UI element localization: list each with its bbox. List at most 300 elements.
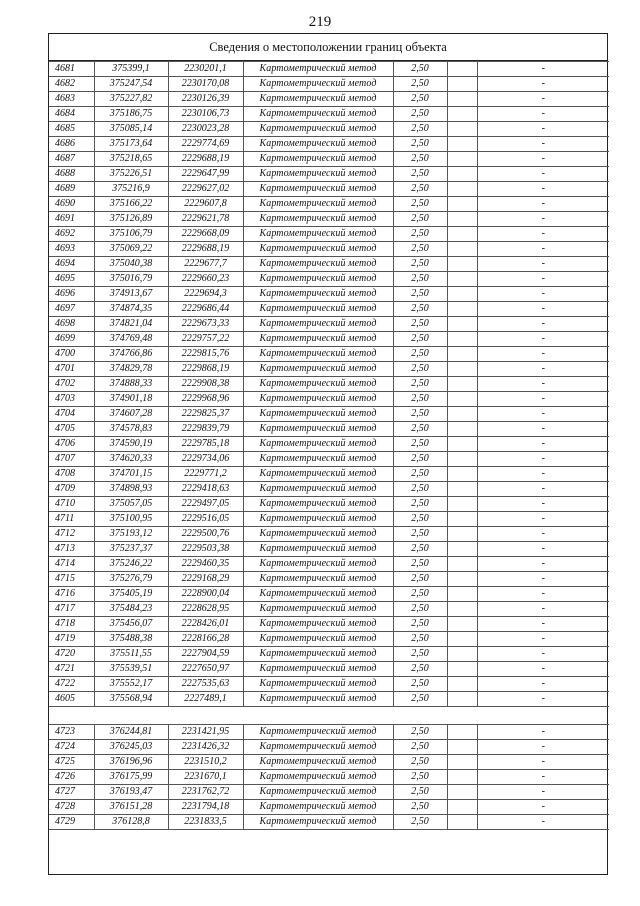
note-cell: - (477, 92, 609, 107)
point-number-cell: 4701 (49, 362, 94, 377)
empty-cell (447, 272, 477, 287)
note-cell: - (477, 302, 609, 317)
y-coordinate-cell: 2229815,76 (168, 347, 243, 362)
table-body-group-2 (49, 725, 609, 830)
method-cell: Картометрический метод (243, 257, 393, 272)
empty-cell (447, 632, 477, 647)
accuracy-cell: 2,50 (393, 182, 447, 197)
empty-cell (447, 800, 477, 815)
accuracy-cell: 2,50 (393, 815, 447, 830)
y-coordinate-cell: 2229500,76 (168, 527, 243, 542)
note-cell: - (477, 182, 609, 197)
note-cell: - (477, 800, 609, 815)
table-row (49, 542, 609, 557)
empty-cell (447, 602, 477, 617)
y-coordinate-cell: 2231426,32 (168, 740, 243, 755)
accuracy-cell: 2,50 (393, 107, 447, 122)
x-coordinate-cell: 375484,23 (94, 602, 168, 617)
note-cell: - (477, 122, 609, 137)
empty-cell (447, 692, 477, 707)
accuracy-cell: 2,50 (393, 602, 447, 617)
table-row (49, 632, 609, 647)
x-coordinate-cell: 375106,79 (94, 227, 168, 242)
x-coordinate-cell: 374821,04 (94, 317, 168, 332)
note-cell: - (477, 392, 609, 407)
empty-cell (447, 542, 477, 557)
empty-cell (447, 740, 477, 755)
table-row (49, 452, 609, 467)
point-number-cell: 4700 (49, 347, 94, 362)
accuracy-cell: 2,50 (393, 317, 447, 332)
point-number-cell: 4729 (49, 815, 94, 830)
y-coordinate-cell: 2229516,05 (168, 512, 243, 527)
page-number: 219 (308, 14, 332, 30)
table-row (49, 212, 609, 227)
table-title: Сведения о местоположении границ объекта (49, 34, 607, 61)
y-coordinate-cell: 2229734,06 (168, 452, 243, 467)
x-coordinate-cell: 375166,22 (94, 197, 168, 212)
accuracy-cell: 2,50 (393, 302, 447, 317)
note-cell: - (477, 227, 609, 242)
note-cell: - (477, 437, 609, 452)
accuracy-cell: 2,50 (393, 662, 447, 677)
point-number-cell: 4685 (49, 122, 94, 137)
empty-cell (447, 512, 477, 527)
x-coordinate-cell: 375456,07 (94, 617, 168, 632)
point-number-cell: 4723 (49, 725, 94, 740)
table-row (49, 512, 609, 527)
y-coordinate-cell: 2229688,19 (168, 152, 243, 167)
note-cell: - (477, 617, 609, 632)
y-coordinate-cell: 2229460,35 (168, 557, 243, 572)
point-number-cell: 4707 (49, 452, 94, 467)
method-cell: Картометрический метод (243, 785, 393, 800)
note-cell: - (477, 542, 609, 557)
empty-cell (447, 167, 477, 182)
empty-cell (447, 647, 477, 662)
x-coordinate-cell: 376128,8 (94, 815, 168, 830)
empty-cell (447, 302, 477, 317)
x-coordinate-cell: 375016,79 (94, 272, 168, 287)
table-row (49, 692, 609, 707)
note-cell: - (477, 632, 609, 647)
note-cell: - (477, 377, 609, 392)
x-coordinate-cell: 375069,22 (94, 242, 168, 257)
note-cell: - (477, 332, 609, 347)
table-row (49, 257, 609, 272)
note-cell: - (477, 212, 609, 227)
x-coordinate-cell: 375276,79 (94, 572, 168, 587)
x-coordinate-cell: 375539,51 (94, 662, 168, 677)
method-cell: Картометрический метод (243, 602, 393, 617)
y-coordinate-cell: 2230201,1 (168, 62, 243, 77)
method-cell: Картометрический метод (243, 107, 393, 122)
empty-cell (447, 122, 477, 137)
y-coordinate-cell: 2229647,99 (168, 167, 243, 182)
accuracy-cell: 2,50 (393, 572, 447, 587)
y-coordinate-cell: 2229868,19 (168, 362, 243, 377)
method-cell: Картометрический метод (243, 815, 393, 830)
note-cell: - (477, 740, 609, 755)
method-cell: Картометрический метод (243, 182, 393, 197)
point-number-cell: 4690 (49, 197, 94, 212)
empty-cell (447, 212, 477, 227)
y-coordinate-cell: 2231833,5 (168, 815, 243, 830)
empty-cell (447, 332, 477, 347)
x-coordinate-cell: 375405,19 (94, 587, 168, 602)
accuracy-cell: 2,50 (393, 242, 447, 257)
boundary-table-frame (48, 33, 608, 875)
table-row (49, 572, 609, 587)
point-number-cell: 4691 (49, 212, 94, 227)
note-cell: - (477, 662, 609, 677)
point-number-cell: 4698 (49, 317, 94, 332)
x-coordinate-cell: 374769,48 (94, 332, 168, 347)
note-cell: - (477, 527, 609, 542)
note-cell: - (477, 587, 609, 602)
x-coordinate-cell: 375552,17 (94, 677, 168, 692)
empty-cell (447, 677, 477, 692)
note-cell: - (477, 692, 609, 707)
table-row (49, 437, 609, 452)
accuracy-cell: 2,50 (393, 122, 447, 137)
y-coordinate-cell: 2231510,2 (168, 755, 243, 770)
x-coordinate-cell: 374874,35 (94, 302, 168, 317)
note-cell: - (477, 785, 609, 800)
method-cell: Картометрический метод (243, 422, 393, 437)
x-coordinate-cell: 375085,14 (94, 122, 168, 137)
accuracy-cell: 2,50 (393, 740, 447, 755)
accuracy-cell: 2,50 (393, 92, 447, 107)
x-coordinate-cell: 374590,19 (94, 437, 168, 452)
point-number-cell: 4716 (49, 587, 94, 602)
method-cell: Картометрический метод (243, 392, 393, 407)
note-cell: - (477, 197, 609, 212)
empty-cell (447, 392, 477, 407)
point-number-cell: 4717 (49, 602, 94, 617)
accuracy-cell: 2,50 (393, 617, 447, 632)
method-cell: Картометрический метод (243, 662, 393, 677)
y-coordinate-cell: 2228166,28 (168, 632, 243, 647)
note-cell: - (477, 815, 609, 830)
accuracy-cell: 2,50 (393, 332, 447, 347)
point-number-cell: 4682 (49, 77, 94, 92)
accuracy-cell: 2,50 (393, 692, 447, 707)
accuracy-cell: 2,50 (393, 725, 447, 740)
point-number-cell: 4699 (49, 332, 94, 347)
method-cell: Картометрический метод (243, 437, 393, 452)
accuracy-cell: 2,50 (393, 755, 447, 770)
accuracy-cell: 2,50 (393, 272, 447, 287)
x-coordinate-cell: 374620,33 (94, 452, 168, 467)
table-separator (49, 707, 609, 725)
note-cell: - (477, 152, 609, 167)
y-coordinate-cell: 2229607,8 (168, 197, 243, 212)
accuracy-cell: 2,50 (393, 770, 447, 785)
empty-cell (447, 77, 477, 92)
table-row (49, 785, 609, 800)
empty-cell (447, 347, 477, 362)
table-row (49, 377, 609, 392)
table-row (49, 557, 609, 572)
note-cell: - (477, 725, 609, 740)
table-row (49, 662, 609, 677)
accuracy-cell: 2,50 (393, 287, 447, 302)
table-row (49, 302, 609, 317)
point-number-cell: 4711 (49, 512, 94, 527)
x-coordinate-cell: 375399,1 (94, 62, 168, 77)
accuracy-cell: 2,50 (393, 452, 447, 467)
y-coordinate-cell: 2229839,79 (168, 422, 243, 437)
table-row (49, 467, 609, 482)
y-coordinate-cell: 2230023,28 (168, 122, 243, 137)
point-number-cell: 4684 (49, 107, 94, 122)
accuracy-cell: 2,50 (393, 467, 447, 482)
y-coordinate-cell: 2229688,19 (168, 242, 243, 257)
note-cell: - (477, 272, 609, 287)
method-cell: Картометрический метод (243, 212, 393, 227)
point-number-cell: 4693 (49, 242, 94, 257)
empty-cell (447, 437, 477, 452)
table-row (49, 197, 609, 212)
x-coordinate-cell: 375218,65 (94, 152, 168, 167)
method-cell: Картометрический метод (243, 407, 393, 422)
point-number-cell: 4696 (49, 287, 94, 302)
empty-cell (447, 152, 477, 167)
y-coordinate-cell: 2229774,69 (168, 137, 243, 152)
method-cell: Картометрический метод (243, 770, 393, 785)
method-cell: Картометрический метод (243, 332, 393, 347)
x-coordinate-cell: 374766,86 (94, 347, 168, 362)
point-number-cell: 4694 (49, 257, 94, 272)
x-coordinate-cell: 375511,55 (94, 647, 168, 662)
table-row (49, 497, 609, 512)
empty-cell (447, 755, 477, 770)
empty-cell (447, 137, 477, 152)
point-number-cell: 4712 (49, 527, 94, 542)
point-number-cell: 4727 (49, 785, 94, 800)
note-cell: - (477, 422, 609, 437)
point-number-cell: 4695 (49, 272, 94, 287)
note-cell: - (477, 62, 609, 77)
empty-cell (447, 407, 477, 422)
accuracy-cell: 2,50 (393, 392, 447, 407)
table-row (49, 422, 609, 437)
x-coordinate-cell: 375237,37 (94, 542, 168, 557)
table-row (49, 167, 609, 182)
empty-cell (447, 287, 477, 302)
point-number-cell: 4704 (49, 407, 94, 422)
x-coordinate-cell: 375246,22 (94, 557, 168, 572)
empty-cell (447, 422, 477, 437)
method-cell: Картометрический метод (243, 512, 393, 527)
note-cell: - (477, 602, 609, 617)
x-coordinate-cell: 374898,93 (94, 482, 168, 497)
table-row (49, 800, 609, 815)
empty-cell (447, 725, 477, 740)
point-number-cell: 4681 (49, 62, 94, 77)
x-coordinate-cell: 376151,28 (94, 800, 168, 815)
note-cell: - (477, 242, 609, 257)
x-coordinate-cell: 375100,95 (94, 512, 168, 527)
method-cell: Картометрический метод (243, 167, 393, 182)
y-coordinate-cell: 2228900,04 (168, 587, 243, 602)
note-cell: - (477, 497, 609, 512)
y-coordinate-cell: 2229686,44 (168, 302, 243, 317)
y-coordinate-cell: 2229627,02 (168, 182, 243, 197)
method-cell: Картометрический метод (243, 632, 393, 647)
empty-cell (447, 257, 477, 272)
y-coordinate-cell: 2230170,08 (168, 77, 243, 92)
table-row (49, 755, 609, 770)
x-coordinate-cell: 376244,81 (94, 725, 168, 740)
note-cell: - (477, 257, 609, 272)
y-coordinate-cell: 2229757,22 (168, 332, 243, 347)
table-row (49, 77, 609, 92)
x-coordinate-cell: 375247,54 (94, 77, 168, 92)
y-coordinate-cell: 2230106,73 (168, 107, 243, 122)
y-coordinate-cell: 2227535,63 (168, 677, 243, 692)
point-number-cell: 4713 (49, 542, 94, 557)
accuracy-cell: 2,50 (393, 62, 447, 77)
accuracy-cell: 2,50 (393, 197, 447, 212)
empty-cell (447, 182, 477, 197)
point-number-cell: 4718 (49, 617, 94, 632)
x-coordinate-cell: 375216,9 (94, 182, 168, 197)
x-coordinate-cell: 375057,05 (94, 497, 168, 512)
note-cell: - (477, 167, 609, 182)
method-cell: Картометрический метод (243, 272, 393, 287)
accuracy-cell: 2,50 (393, 437, 447, 452)
note-cell: - (477, 482, 609, 497)
empty-cell (447, 557, 477, 572)
y-coordinate-cell: 2229968,96 (168, 392, 243, 407)
point-number-cell: 4710 (49, 497, 94, 512)
accuracy-cell: 2,50 (393, 557, 447, 572)
y-coordinate-cell: 2229497,05 (168, 497, 243, 512)
table-row (49, 362, 609, 377)
method-cell: Картометрический метод (243, 242, 393, 257)
point-number-cell: 4728 (49, 800, 94, 815)
method-cell: Картометрический метод (243, 467, 393, 482)
accuracy-cell: 2,50 (393, 347, 447, 362)
x-coordinate-cell: 375227,82 (94, 92, 168, 107)
x-coordinate-cell: 374607,28 (94, 407, 168, 422)
point-number-cell: 4715 (49, 572, 94, 587)
table-row (49, 272, 609, 287)
table-row (49, 392, 609, 407)
accuracy-cell: 2,50 (393, 497, 447, 512)
x-coordinate-cell: 376175,99 (94, 770, 168, 785)
note-cell: - (477, 362, 609, 377)
table-row (49, 242, 609, 257)
table-row (49, 770, 609, 785)
y-coordinate-cell: 2229785,18 (168, 437, 243, 452)
method-cell: Картометрический метод (243, 497, 393, 512)
empty-cell (447, 617, 477, 632)
point-number-cell: 4725 (49, 755, 94, 770)
empty-cell (447, 227, 477, 242)
empty-cell (447, 482, 477, 497)
x-coordinate-cell: 376245,03 (94, 740, 168, 755)
note-cell: - (477, 317, 609, 332)
note-cell: - (477, 770, 609, 785)
method-cell: Картометрический метод (243, 617, 393, 632)
table-row (49, 122, 609, 137)
y-coordinate-cell: 2229621,78 (168, 212, 243, 227)
y-coordinate-cell: 2229771,2 (168, 467, 243, 482)
table-row (49, 587, 609, 602)
y-coordinate-cell: 2231794,18 (168, 800, 243, 815)
table-row (49, 347, 609, 362)
point-number-cell: 4709 (49, 482, 94, 497)
y-coordinate-cell: 2229673,33 (168, 317, 243, 332)
point-number-cell: 4692 (49, 227, 94, 242)
table-row (49, 677, 609, 692)
point-number-cell: 4703 (49, 392, 94, 407)
table-row (49, 332, 609, 347)
x-coordinate-cell: 374913,67 (94, 287, 168, 302)
y-coordinate-cell: 2228628,95 (168, 602, 243, 617)
x-coordinate-cell: 375186,75 (94, 107, 168, 122)
note-cell: - (477, 137, 609, 152)
x-coordinate-cell: 374578,83 (94, 422, 168, 437)
y-coordinate-cell: 2230126,39 (168, 92, 243, 107)
table-row (49, 317, 609, 332)
point-number-cell: 4689 (49, 182, 94, 197)
x-coordinate-cell: 375226,51 (94, 167, 168, 182)
point-number-cell: 4702 (49, 377, 94, 392)
y-coordinate-cell: 2227650,97 (168, 662, 243, 677)
y-coordinate-cell: 2229694,3 (168, 287, 243, 302)
note-cell: - (477, 407, 609, 422)
accuracy-cell: 2,50 (393, 785, 447, 800)
accuracy-cell: 2,50 (393, 527, 447, 542)
method-cell: Картометрический метод (243, 347, 393, 362)
table-row (49, 602, 609, 617)
y-coordinate-cell: 2227904,59 (168, 647, 243, 662)
method-cell: Картометрический метод (243, 647, 393, 662)
x-coordinate-cell: 375126,89 (94, 212, 168, 227)
table-body-group-1 (49, 62, 609, 707)
accuracy-cell: 2,50 (393, 362, 447, 377)
accuracy-cell: 2,50 (393, 542, 447, 557)
method-cell: Картометрический метод (243, 557, 393, 572)
note-cell: - (477, 557, 609, 572)
y-coordinate-cell: 2231670,1 (168, 770, 243, 785)
point-number-cell: 4705 (49, 422, 94, 437)
x-coordinate-cell: 376193,47 (94, 785, 168, 800)
point-number-cell: 4697 (49, 302, 94, 317)
y-coordinate-cell: 2231421,95 (168, 725, 243, 740)
empty-cell (447, 815, 477, 830)
empty-cell (447, 377, 477, 392)
point-number-cell: 4687 (49, 152, 94, 167)
separator-row (49, 707, 609, 725)
point-number-cell: 4683 (49, 92, 94, 107)
table-row (49, 62, 609, 77)
point-number-cell: 4720 (49, 647, 94, 662)
note-cell: - (477, 452, 609, 467)
accuracy-cell: 2,50 (393, 212, 447, 227)
method-cell: Картометрический метод (243, 452, 393, 467)
empty-cell (447, 362, 477, 377)
x-coordinate-cell: 375040,38 (94, 257, 168, 272)
method-cell: Картометрический метод (243, 62, 393, 77)
point-number-cell: 4688 (49, 167, 94, 182)
point-number-cell: 4722 (49, 677, 94, 692)
x-coordinate-cell: 375568,94 (94, 692, 168, 707)
